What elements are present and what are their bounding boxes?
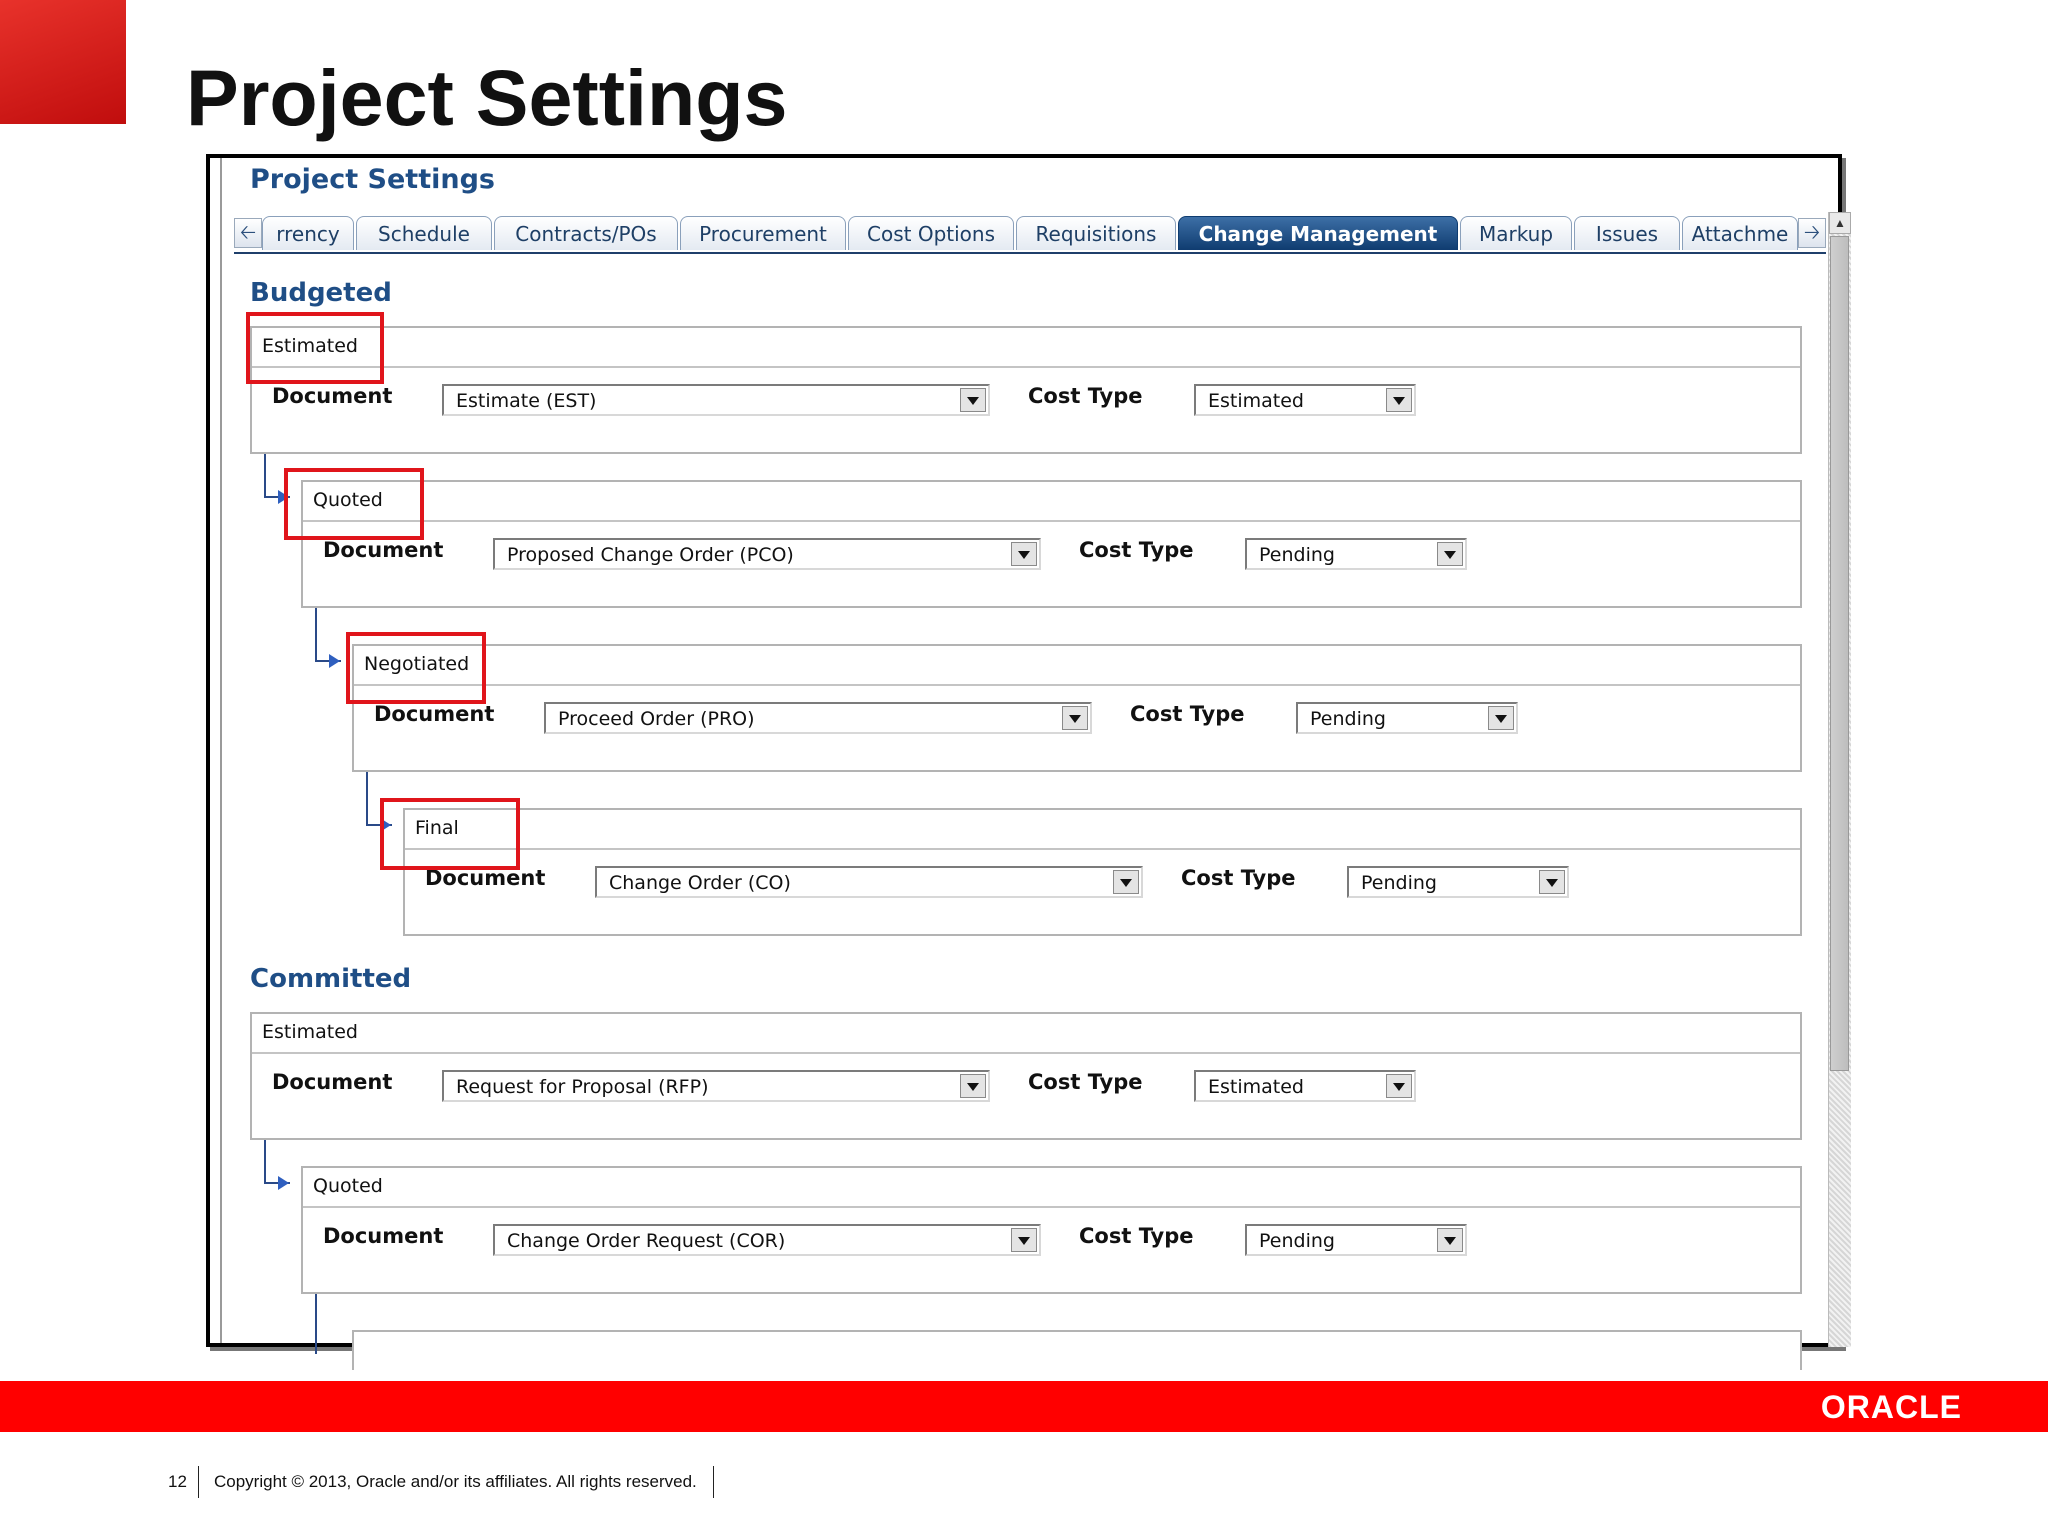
cost-type-select[interactable]: Estimated <box>1194 384 1416 416</box>
document-label: Document <box>272 384 393 408</box>
group-label: Estimated <box>262 1021 358 1043</box>
group-budgeted-quoted <box>301 480 1802 608</box>
chevron-down-icon[interactable] <box>1488 706 1514 730</box>
cost-type-label: Cost Type <box>1130 702 1245 726</box>
vertical-scrollbar[interactable] <box>1828 212 1851 1347</box>
highlight-box <box>346 632 486 704</box>
cost-type-label: Cost Type <box>1079 538 1194 562</box>
section-title-budgeted: Budgeted <box>250 278 392 308</box>
document-label: Document <box>272 1070 393 1094</box>
group-label: Quoted <box>313 489 383 511</box>
cost-type-select[interactable]: Estimated <box>1194 1070 1416 1102</box>
document-label: Document <box>374 702 495 726</box>
document-label: Document <box>425 866 546 890</box>
document-label: Document <box>323 538 444 562</box>
cost-type-select[interactable]: Pending <box>1296 702 1518 734</box>
document-select[interactable]: Change Order Request (COR) <box>493 1224 1041 1256</box>
document-select[interactable]: Proposed Change Order (PCO) <box>493 538 1041 570</box>
chevron-down-icon[interactable] <box>960 1074 986 1098</box>
chevron-down-icon[interactable] <box>1011 1228 1037 1252</box>
arrow-right-icon <box>329 654 340 668</box>
section-title-committed: Committed <box>250 964 412 994</box>
document-select[interactable]: Change Order (CO) <box>595 866 1143 898</box>
connector-line <box>264 1140 266 1184</box>
group-header <box>303 1168 1800 1208</box>
tab-cost-options[interactable]: Cost Options <box>848 216 1014 250</box>
tab-markup[interactable]: Markup <box>1460 216 1572 250</box>
tab-attachments[interactable]: Attachme <box>1682 216 1798 250</box>
document-select[interactable]: Request for Proposal (RFP) <box>442 1070 990 1102</box>
app-window <box>206 154 1846 1347</box>
chevron-down-icon[interactable] <box>1437 1228 1463 1252</box>
scroll-thumb[interactable] <box>1830 236 1849 1071</box>
tab-requisitions[interactable]: Requisitions <box>1016 216 1176 250</box>
highlight-box <box>284 468 424 540</box>
footer-divider <box>713 1466 714 1498</box>
group-committed-estimated <box>250 1012 1802 1140</box>
group-header <box>405 810 1800 850</box>
cost-type-label: Cost Type <box>1028 1070 1143 1094</box>
tab-procurement[interactable]: Procurement <box>680 216 846 250</box>
group-label: Estimated <box>262 335 358 357</box>
group-header <box>303 482 1800 522</box>
app-title: Project Settings <box>250 164 495 195</box>
tab-bar <box>234 216 1826 254</box>
slide-title: Project Settings <box>186 53 788 142</box>
document-label: Document <box>323 1224 444 1248</box>
chevron-down-icon[interactable] <box>1539 870 1565 894</box>
group-budgeted-negotiated <box>352 644 1802 772</box>
oracle-logo: ORACLE <box>1820 1389 1962 1425</box>
arrow-right-icon <box>278 1176 289 1190</box>
group-committed-quoted <box>301 1166 1802 1294</box>
tab-currency[interactable]: rrency <box>262 216 354 250</box>
document-select[interactable]: Estimate (EST) <box>442 384 990 416</box>
cost-type-label: Cost Type <box>1079 1224 1194 1248</box>
highlight-box <box>246 312 384 384</box>
connector-line <box>315 1294 317 1354</box>
arrow-right-icon[interactable]: 🡢 <box>1798 218 1826 248</box>
group-budgeted-final <box>403 808 1802 936</box>
group-header <box>252 328 1800 368</box>
cost-type-label: Cost Type <box>1181 866 1296 890</box>
scroll-up-icon[interactable]: ▲ <box>1829 212 1851 234</box>
cost-type-label: Cost Type <box>1028 384 1143 408</box>
chevron-down-icon[interactable] <box>960 388 986 412</box>
tab-contracts-pos[interactable]: Contracts/POs <box>494 216 678 250</box>
group-label: Final <box>415 817 459 839</box>
cost-type-select[interactable]: Pending <box>1245 538 1467 570</box>
highlight-box <box>380 798 520 870</box>
group-header <box>354 646 1800 686</box>
chevron-down-icon[interactable] <box>1011 542 1037 566</box>
chevron-down-icon[interactable] <box>1386 388 1412 412</box>
cost-type-select[interactable]: Pending <box>1245 1224 1467 1256</box>
chevron-down-icon[interactable] <box>1386 1074 1412 1098</box>
group-header <box>252 1014 1800 1054</box>
group-budgeted-estimated <box>250 326 1802 454</box>
footer-divider <box>198 1466 199 1498</box>
tab-change-management[interactable]: Change Management <box>1178 216 1458 250</box>
page-number: 12 <box>168 1472 187 1491</box>
slide-corner-accent <box>0 0 126 124</box>
group-committed-next <box>352 1330 1802 1370</box>
group-label: Quoted <box>313 1175 383 1197</box>
footer-band <box>0 1381 2048 1432</box>
connector-line <box>366 772 368 826</box>
copyright-text: Copyright © 2013, Oracle and/or its affiliates. All rights reserved. <box>214 1472 697 1491</box>
tab-issues[interactable]: Issues <box>1574 216 1680 250</box>
document-select[interactable]: Proceed Order (PRO) <box>544 702 1092 734</box>
connector-line <box>315 608 317 662</box>
cost-type-select[interactable]: Pending <box>1347 866 1569 898</box>
group-label: Negotiated <box>364 653 470 675</box>
app-content <box>220 158 1846 1343</box>
chevron-down-icon[interactable] <box>1062 706 1088 730</box>
tab-schedule[interactable]: Schedule <box>356 216 492 250</box>
chevron-down-icon[interactable] <box>1113 870 1139 894</box>
connector-line <box>264 454 266 498</box>
chevron-down-icon[interactable] <box>1437 542 1463 566</box>
arrow-left-icon[interactable]: 🡠 <box>234 218 262 248</box>
